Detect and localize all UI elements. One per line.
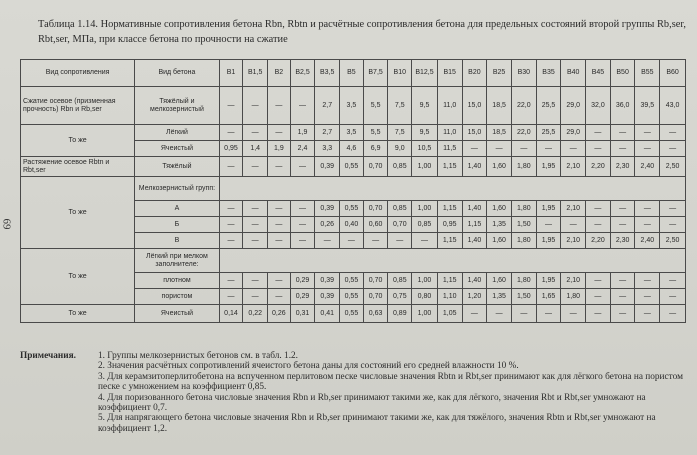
value-cell: 11,5 bbox=[437, 141, 462, 157]
value-cell: 1,80 bbox=[561, 289, 586, 305]
row-concrete: А bbox=[135, 201, 219, 217]
value-cell: 2,10 bbox=[561, 273, 586, 289]
value-cell: 3,5 bbox=[340, 87, 364, 125]
notes-heading: Примечания. bbox=[20, 351, 76, 361]
row-concrete: плотном bbox=[135, 273, 219, 289]
value-cell: 0,55 bbox=[340, 273, 364, 289]
value-cell: 9,0 bbox=[388, 141, 412, 157]
value-cell: — bbox=[586, 273, 611, 289]
value-cell: 29,0 bbox=[561, 87, 586, 125]
value-cell: 1,05 bbox=[437, 305, 462, 323]
value-cell: 1,40 bbox=[462, 233, 487, 249]
row-concrete: Ячеистый bbox=[135, 305, 219, 323]
value-cell: 0,39 bbox=[315, 157, 340, 177]
value-cell: 1,35 bbox=[487, 217, 512, 233]
value-cell: — bbox=[635, 289, 660, 305]
value-cell: 1,80 bbox=[511, 157, 536, 177]
value-cell: 1,60 bbox=[487, 273, 512, 289]
header-class: B20 bbox=[462, 60, 487, 87]
value-cell: 0,40 bbox=[340, 217, 364, 233]
value-cell: 3,5 bbox=[340, 125, 364, 141]
value-cell: — bbox=[586, 289, 611, 305]
value-cell: 1,4 bbox=[243, 141, 268, 157]
note-item: 1. Группы мелкозернистых бетонов см. в табл. 1.2. bbox=[98, 351, 298, 361]
value-cell: 2,40 bbox=[635, 157, 660, 177]
value-cell: — bbox=[243, 157, 268, 177]
header-class: B30 bbox=[511, 60, 536, 87]
value-cell: 1,10 bbox=[437, 289, 462, 305]
value-cell: — bbox=[660, 125, 686, 141]
value-cell: — bbox=[586, 141, 611, 157]
value-cell: 29,0 bbox=[561, 125, 586, 141]
value-cell: 1,20 bbox=[462, 289, 487, 305]
row-kind: То же bbox=[21, 177, 135, 249]
value-cell: 0,60 bbox=[363, 217, 388, 233]
value-cell: — bbox=[586, 125, 611, 141]
value-cell: — bbox=[610, 289, 635, 305]
value-cell: 1,50 bbox=[511, 217, 536, 233]
value-cell: 1,00 bbox=[412, 157, 438, 177]
value-cell: — bbox=[536, 217, 561, 233]
header-class: B45 bbox=[586, 60, 611, 87]
value-cell: — bbox=[635, 217, 660, 233]
value-cell: 1,9 bbox=[290, 125, 315, 141]
value-cell: — bbox=[561, 217, 586, 233]
value-cell: 1,60 bbox=[487, 157, 512, 177]
header-class: B60 bbox=[660, 60, 686, 87]
value-cell: 0,41 bbox=[315, 305, 340, 323]
value-cell: — bbox=[219, 217, 243, 233]
value-cell: 0,95 bbox=[437, 217, 462, 233]
note-item: 2. Значения расчётных сопротивлений ячеистого бетона даны для состояний его средней влажности 10 %. bbox=[98, 361, 519, 372]
value-cell: — bbox=[363, 233, 388, 249]
value-cell: — bbox=[487, 141, 512, 157]
value-cell: 0,80 bbox=[412, 289, 438, 305]
value-cell: — bbox=[586, 201, 611, 217]
value-cell: — bbox=[243, 87, 268, 125]
header-class: B2,5 bbox=[290, 60, 315, 87]
value-cell: 1,50 bbox=[511, 289, 536, 305]
value-cell: 2,10 bbox=[561, 233, 586, 249]
value-cell: 22,0 bbox=[511, 125, 536, 141]
value-cell: — bbox=[268, 233, 291, 249]
value-cell: 1,80 bbox=[511, 233, 536, 249]
value-cell: 0,85 bbox=[388, 273, 412, 289]
value-cell: 18,5 bbox=[487, 125, 512, 141]
value-cell: — bbox=[243, 233, 268, 249]
value-cell: 2,20 bbox=[586, 233, 611, 249]
value-cell: 1,65 bbox=[536, 289, 561, 305]
value-cell: 2,50 bbox=[660, 233, 686, 249]
value-cell: — bbox=[635, 305, 660, 323]
value-cell: 1,80 bbox=[511, 273, 536, 289]
value-cell: 15,0 bbox=[462, 87, 487, 125]
value-cell: 2,30 bbox=[610, 233, 635, 249]
value-cell: 1,80 bbox=[511, 201, 536, 217]
value-cell: — bbox=[660, 305, 686, 323]
value-cell: — bbox=[219, 233, 243, 249]
value-cell: — bbox=[536, 305, 561, 323]
value-cell: 1,15 bbox=[437, 201, 462, 217]
row-concrete: пористом bbox=[135, 289, 219, 305]
table-row bbox=[21, 157, 686, 177]
value-cell: — bbox=[586, 217, 611, 233]
header-class: B40 bbox=[561, 60, 586, 87]
value-cell: 0,39 bbox=[315, 273, 340, 289]
value-cell: 0,70 bbox=[363, 157, 388, 177]
value-cell: 2,50 bbox=[660, 157, 686, 177]
row-concrete: Тяжёлый и мелкозернистый bbox=[135, 87, 219, 125]
header-class: B15 bbox=[437, 60, 462, 87]
value-cell: — bbox=[290, 233, 315, 249]
value-cell: 1,95 bbox=[536, 233, 561, 249]
value-cell: — bbox=[290, 201, 315, 217]
value-cell: 7,5 bbox=[388, 87, 412, 125]
value-cell: — bbox=[462, 141, 487, 157]
value-cell: 0,63 bbox=[363, 305, 388, 323]
row-concrete: Тяжёлый bbox=[135, 157, 219, 177]
value-cell: — bbox=[487, 305, 512, 323]
header-class: B12,5 bbox=[412, 60, 438, 87]
note-item: 3. Для керамзитоперлитобетона на вспученном перлитовом песке числовые значения Rbtn и Rbt,ser принимают как для лёгкого бетона на пористом песке с умножением на коэффициент 0,85. bbox=[98, 371, 683, 393]
value-cell: 0,26 bbox=[315, 217, 340, 233]
value-cell: 0,85 bbox=[388, 201, 412, 217]
header-class: B1 bbox=[219, 60, 243, 87]
value-cell: 2,7 bbox=[315, 87, 340, 125]
value-cell: 1,15 bbox=[462, 217, 487, 233]
table-row bbox=[21, 87, 686, 125]
value-cell: — bbox=[610, 305, 635, 323]
value-cell: — bbox=[660, 141, 686, 157]
value-cell: 2,4 bbox=[290, 141, 315, 157]
value-cell: 2,7 bbox=[315, 125, 340, 141]
value-cell: — bbox=[268, 289, 291, 305]
value-cell: 0,55 bbox=[340, 201, 364, 217]
note-item: 4. Для поризованного бетона числовые значения Rbn и Rb,ser принимают такими же, как для лёгкого, значения Rbt и Rbt,ser умножают на коэффициент 0,7. bbox=[98, 392, 646, 414]
note-item: 5. Для напрягающего бетона числовые значения Rbn и Rb,ser принимают такими же, как для тяжёлого, значения Rbtn и Rbt,ser умножают на коэффициент 1,2. bbox=[98, 413, 656, 434]
value-cell: 3,3 bbox=[315, 141, 340, 157]
value-cell: — bbox=[635, 141, 660, 157]
table-row bbox=[21, 177, 686, 201]
value-cell: 1,40 bbox=[462, 273, 487, 289]
value-cell: — bbox=[610, 273, 635, 289]
value-cell: — bbox=[268, 125, 291, 141]
value-cell: 22,0 bbox=[511, 87, 536, 125]
row-kind: То же bbox=[21, 305, 135, 323]
value-cell: — bbox=[290, 87, 315, 125]
value-cell: 9,5 bbox=[412, 125, 438, 141]
header-kind: Вид сопротивления bbox=[21, 60, 135, 87]
header-concrete: Вид бетона bbox=[135, 60, 219, 87]
value-cell: 0,55 bbox=[340, 305, 364, 323]
value-cell: — bbox=[219, 273, 243, 289]
value-cell: — bbox=[243, 217, 268, 233]
value-cell: — bbox=[660, 289, 686, 305]
value-cell: — bbox=[561, 305, 586, 323]
value-cell: — bbox=[610, 217, 635, 233]
row-concrete: Мелкозернистый групп: bbox=[135, 177, 219, 201]
value-cell: — bbox=[243, 125, 268, 141]
value-cell: 0,75 bbox=[388, 289, 412, 305]
header-class: B5 bbox=[340, 60, 364, 87]
value-cell: 1,00 bbox=[412, 273, 438, 289]
row-kind: То же bbox=[21, 249, 135, 305]
value-cell: 6,9 bbox=[363, 141, 388, 157]
value-cell: 0,29 bbox=[290, 273, 315, 289]
value-cell: 4,6 bbox=[340, 141, 364, 157]
value-cell: — bbox=[388, 233, 412, 249]
value-cell: 1,40 bbox=[462, 201, 487, 217]
value-cell: 0,22 bbox=[243, 305, 268, 323]
value-cell: — bbox=[635, 125, 660, 141]
value-cell: 1,15 bbox=[437, 233, 462, 249]
value-cell: — bbox=[610, 141, 635, 157]
value-cell: 0,85 bbox=[388, 157, 412, 177]
value-cell: 5,5 bbox=[363, 125, 388, 141]
table-row bbox=[21, 305, 686, 323]
value-cell: 25,5 bbox=[536, 87, 561, 125]
row-concrete: Лёгкий bbox=[135, 125, 219, 141]
value-cell: — bbox=[243, 201, 268, 217]
value-cell: 9,5 bbox=[412, 87, 438, 125]
value-cell: — bbox=[219, 289, 243, 305]
value-cell: — bbox=[268, 217, 291, 233]
value-cell: 1,00 bbox=[412, 201, 438, 217]
value-cell: — bbox=[511, 141, 536, 157]
value-cell: — bbox=[268, 157, 291, 177]
value-cell: 0,95 bbox=[219, 141, 243, 157]
value-cell: 10,5 bbox=[412, 141, 438, 157]
value-cell: 1,60 bbox=[487, 201, 512, 217]
value-cell: — bbox=[660, 217, 686, 233]
value-cell: — bbox=[340, 233, 364, 249]
value-cell: — bbox=[635, 273, 660, 289]
value-cell: — bbox=[290, 157, 315, 177]
value-cell: 15,0 bbox=[462, 125, 487, 141]
value-cell: 0,55 bbox=[340, 157, 364, 177]
row-kind: Растяжение осевое Rbtn и Rbt,ser bbox=[21, 157, 135, 177]
header-class: B55 bbox=[635, 60, 660, 87]
row-concrete: Лёгкий при мелком заполнителе: bbox=[135, 249, 219, 273]
value-cell: 43,0 bbox=[660, 87, 686, 125]
header-class: B7,5 bbox=[363, 60, 388, 87]
value-cell: — bbox=[243, 273, 268, 289]
value-cell: 0,26 bbox=[268, 305, 291, 323]
value-cell: — bbox=[511, 305, 536, 323]
header-row bbox=[21, 60, 686, 87]
value-cell: — bbox=[635, 201, 660, 217]
header-class: B10 bbox=[388, 60, 412, 87]
value-cell: 1,35 bbox=[487, 289, 512, 305]
value-cell: — bbox=[536, 141, 561, 157]
value-cell: 1,60 bbox=[487, 233, 512, 249]
value-cell: 0,70 bbox=[388, 217, 412, 233]
value-cell: 1,95 bbox=[536, 157, 561, 177]
value-cell: 5,5 bbox=[363, 87, 388, 125]
value-cell: 1,40 bbox=[462, 157, 487, 177]
value-cell: — bbox=[268, 87, 291, 125]
value-cell: — bbox=[586, 305, 611, 323]
value-cell: 0,39 bbox=[315, 289, 340, 305]
value-cell: 0,89 bbox=[388, 305, 412, 323]
value-cell: 1,95 bbox=[536, 201, 561, 217]
value-cell: — bbox=[268, 201, 291, 217]
value-cell: 32,0 bbox=[586, 87, 611, 125]
value-cell: — bbox=[610, 125, 635, 141]
row-concrete: В bbox=[135, 233, 219, 249]
header-class: B2 bbox=[268, 60, 291, 87]
value-cell: — bbox=[660, 273, 686, 289]
value-cell: — bbox=[290, 217, 315, 233]
value-cell: — bbox=[561, 141, 586, 157]
value-cell: 1,15 bbox=[437, 157, 462, 177]
header-class: B35 bbox=[536, 60, 561, 87]
value-cell: 2,10 bbox=[561, 157, 586, 177]
value-cell: 0,70 bbox=[363, 273, 388, 289]
table-row bbox=[21, 249, 686, 273]
row-concrete: Б bbox=[135, 217, 219, 233]
value-cell: 0,31 bbox=[290, 305, 315, 323]
value-cell: 2,40 bbox=[635, 233, 660, 249]
value-cell: 0,55 bbox=[340, 289, 364, 305]
value-cell: 7,5 bbox=[388, 125, 412, 141]
value-cell: 11,0 bbox=[437, 87, 462, 125]
table-caption: Таблица 1.14. Нормативные сопротивления бетона Rbn, Rbtn и расчётные сопротивления бетона для предельных состояний второй группы Rb,ser, Rbt,ser, МПа, при классе бетона по прочности на сжатие bbox=[38, 19, 687, 45]
value-cell: — bbox=[412, 233, 438, 249]
value-cell: — bbox=[315, 233, 340, 249]
value-cell: — bbox=[219, 201, 243, 217]
value-cell: — bbox=[268, 273, 291, 289]
row-concrete: Ячеистый bbox=[135, 141, 219, 157]
value-cell: 0,70 bbox=[363, 201, 388, 217]
value-cell: 2,10 bbox=[561, 201, 586, 217]
value-cell: 0,14 bbox=[219, 305, 243, 323]
header-class: B1,5 bbox=[243, 60, 268, 87]
value-cell: 0,39 bbox=[315, 201, 340, 217]
value-cell: 0,85 bbox=[412, 217, 438, 233]
value-cell: — bbox=[219, 157, 243, 177]
table-row bbox=[21, 125, 686, 141]
value-cell: — bbox=[660, 201, 686, 217]
value-cell: 18,5 bbox=[487, 87, 512, 125]
value-cell: 2,20 bbox=[586, 157, 611, 177]
value-cell: 0,70 bbox=[363, 289, 388, 305]
header-class: B50 bbox=[610, 60, 635, 87]
value-cell: 1,9 bbox=[268, 141, 291, 157]
value-cell: — bbox=[219, 87, 243, 125]
value-cell: 25,5 bbox=[536, 125, 561, 141]
page-number: 69 bbox=[0, 218, 13, 230]
resistance-table bbox=[20, 59, 686, 323]
value-cell: 1,95 bbox=[536, 273, 561, 289]
row-kind: Сжатие осевое (призменная прочность) Rbn и Rb,ser bbox=[21, 87, 135, 125]
header-class: B3,5 bbox=[315, 60, 340, 87]
value-cell: 39,5 bbox=[635, 87, 660, 125]
notes-list bbox=[98, 351, 688, 434]
value-cell: — bbox=[462, 305, 487, 323]
value-cell: — bbox=[610, 201, 635, 217]
value-cell: — bbox=[243, 289, 268, 305]
value-cell: 36,0 bbox=[610, 87, 635, 125]
value-cell: 11,0 bbox=[437, 125, 462, 141]
value-cell: — bbox=[219, 125, 243, 141]
value-cell: 1,00 bbox=[412, 305, 438, 323]
value-cell: 2,30 bbox=[610, 157, 635, 177]
header-class: B25 bbox=[487, 60, 512, 87]
value-cell: 0,29 bbox=[290, 289, 315, 305]
row-kind: То же bbox=[21, 125, 135, 157]
value-cell: 1,15 bbox=[437, 273, 462, 289]
